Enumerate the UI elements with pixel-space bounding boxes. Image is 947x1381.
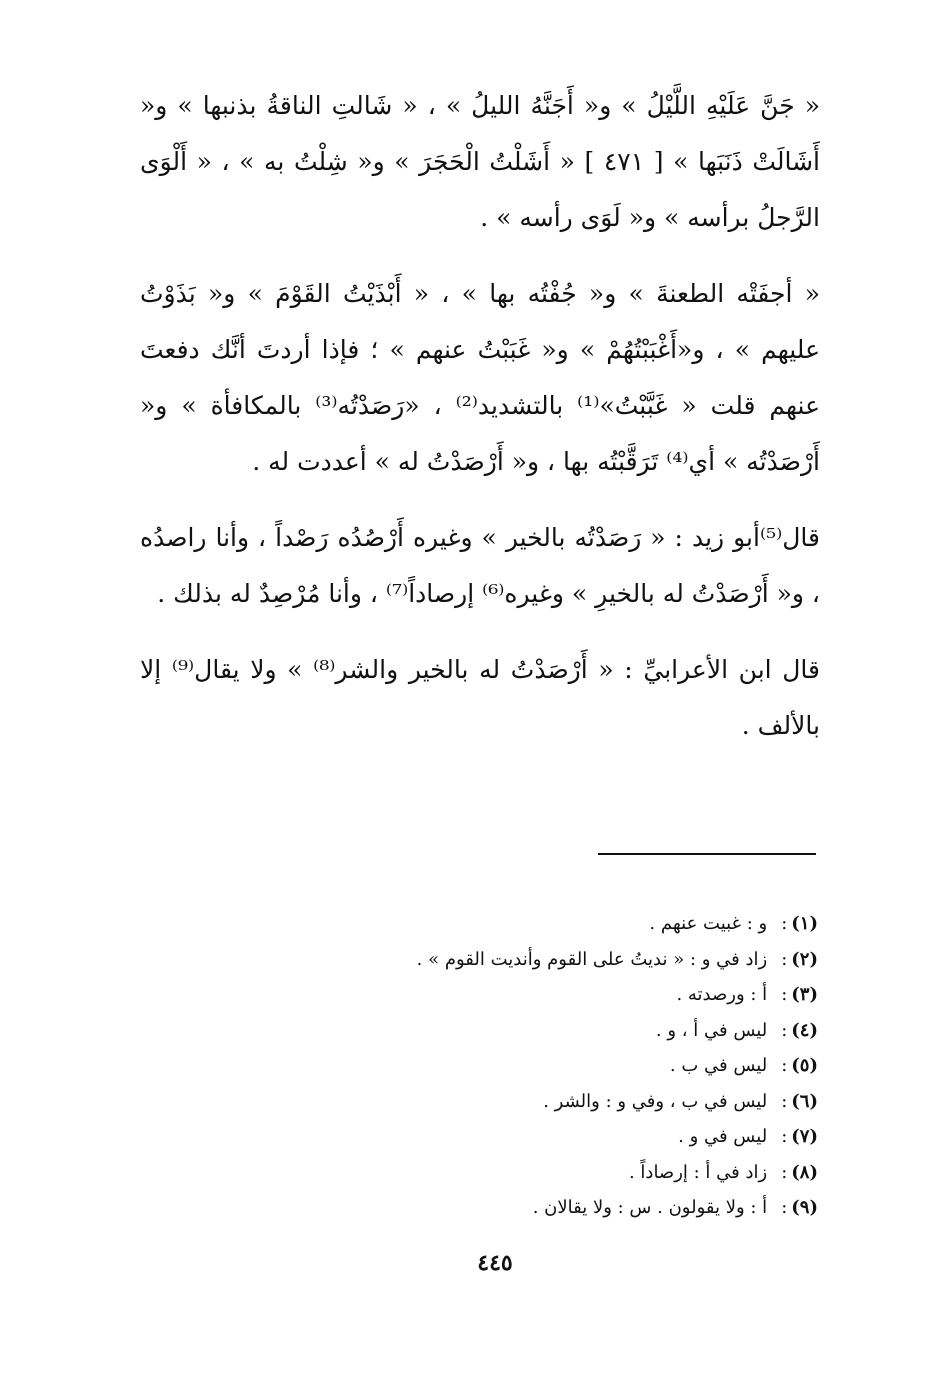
paragraph: « أجفَتْه الطعنةَ » و« جُفْتُه بها » ، « أَبْذَيْتُ القَوْمَ » و« بَذَوْتُ عليهم » ، و«أَغْبَبْتُهُمْ » و« غَبَبْتُ عنهم » ؛ فإذا أردتَ أنَّك دفعتَ عنهم قلت « غَبَّبْتُ»⁽¹⁾ بالتشديد⁽²⁾ ، «رَصَدْتُه⁽³⁾ بالمكافأة » و« أَرْصَدْتُه » أي⁽⁴⁾ تَرَقَّبْتُه بها ، و« أَرْصَدْتُ له » أعددت له . xyxy=(140,279,821,476)
footnote-number: (٥) xyxy=(791,1055,818,1076)
footnote-colon: : xyxy=(781,948,788,970)
footnote-colon: : xyxy=(781,1126,788,1147)
footnotes-list xyxy=(300,906,818,1226)
footnote xyxy=(300,977,818,1013)
main-text xyxy=(140,78,820,774)
footnote-text: ليس في ب . xyxy=(669,1055,768,1076)
footnote-colon: : xyxy=(781,984,788,1005)
footnote-colon: : xyxy=(781,1090,788,1112)
footnote xyxy=(300,1013,818,1049)
footnote-text: ليس في أ ، و . xyxy=(655,1019,768,1041)
footnote xyxy=(300,1119,818,1155)
footnote-number: (٤) xyxy=(791,1019,818,1041)
footnote-text: زاد في أ : إرصاداً . xyxy=(628,1161,768,1183)
footnote-text: زاد في و : « نديتُ على القوم وأنديت القوم » . xyxy=(416,948,768,970)
footnote-colon: : xyxy=(781,913,788,934)
footnote-divider xyxy=(598,853,816,855)
paragraph: قال ابن الأعرابيِّ : « أَرْصَدْتُ له بالخير والشر⁽⁸⁾ » ولا يقال⁽⁹⁾ إلا بالألف . xyxy=(140,655,820,740)
footnote-text: ليس في و . xyxy=(678,1126,768,1147)
footnote-colon: : xyxy=(781,1055,788,1076)
paragraph: قال⁽⁵⁾أبو زيد : « رَصَدْتُه بالخير » وغيره أَرْصُدُه رَصْداً ، وأنا راصدُه ، و« أَرْصَدْتُ له بالخيرِ » وغيره⁽⁶⁾ إرصاداً⁽⁷⁾ ، وأنا مُرْصِدٌ له بذلك . xyxy=(140,523,820,608)
footnote-number: (٢) xyxy=(791,948,818,970)
page-number: ٤٤٥ xyxy=(477,1250,513,1276)
footnote xyxy=(300,1190,818,1226)
footnote-number: (١) xyxy=(791,913,818,934)
footnote xyxy=(300,906,818,942)
footnote-number: (٦) xyxy=(791,1090,818,1112)
footnote-text: ليس في ب ، وفي و : والشر . xyxy=(543,1090,768,1112)
footnote-number: (٩) xyxy=(791,1197,818,1218)
footnote xyxy=(300,1155,818,1191)
footnote-text: أ : ورصدته . xyxy=(676,984,768,1005)
footnote-colon: : xyxy=(781,1019,788,1041)
footnote-number: (٨) xyxy=(791,1161,818,1183)
footnote-text: أ : ولا يقولون . س : ولا يقالان . xyxy=(532,1197,768,1218)
footnote-colon: : xyxy=(781,1197,788,1218)
footnote-number: (٣) xyxy=(791,984,818,1005)
footnote-number: (٧) xyxy=(791,1126,818,1147)
footnote xyxy=(300,1048,818,1084)
footnote-colon: : xyxy=(781,1161,788,1183)
footnote xyxy=(300,1084,818,1120)
paragraph: « جَنَّ عَلَيْهِ اللَّيْلُ » و« أَجَنَّهُ الليلُ » ، « شَالتِ الناقةُ بذنبها » و« أَشَالَتْ ذَنَبَها » [ ٤٧١ ] « أَشَلْتُ الْحَجَرَ » و« شِلْتُ به » ، « أَلْوَى الرَّجلُ برأسه » و« لَوَى رأسه » . xyxy=(140,91,820,232)
footnote xyxy=(300,942,818,978)
footnote-text: و : غبيت عنهم . xyxy=(649,913,768,934)
